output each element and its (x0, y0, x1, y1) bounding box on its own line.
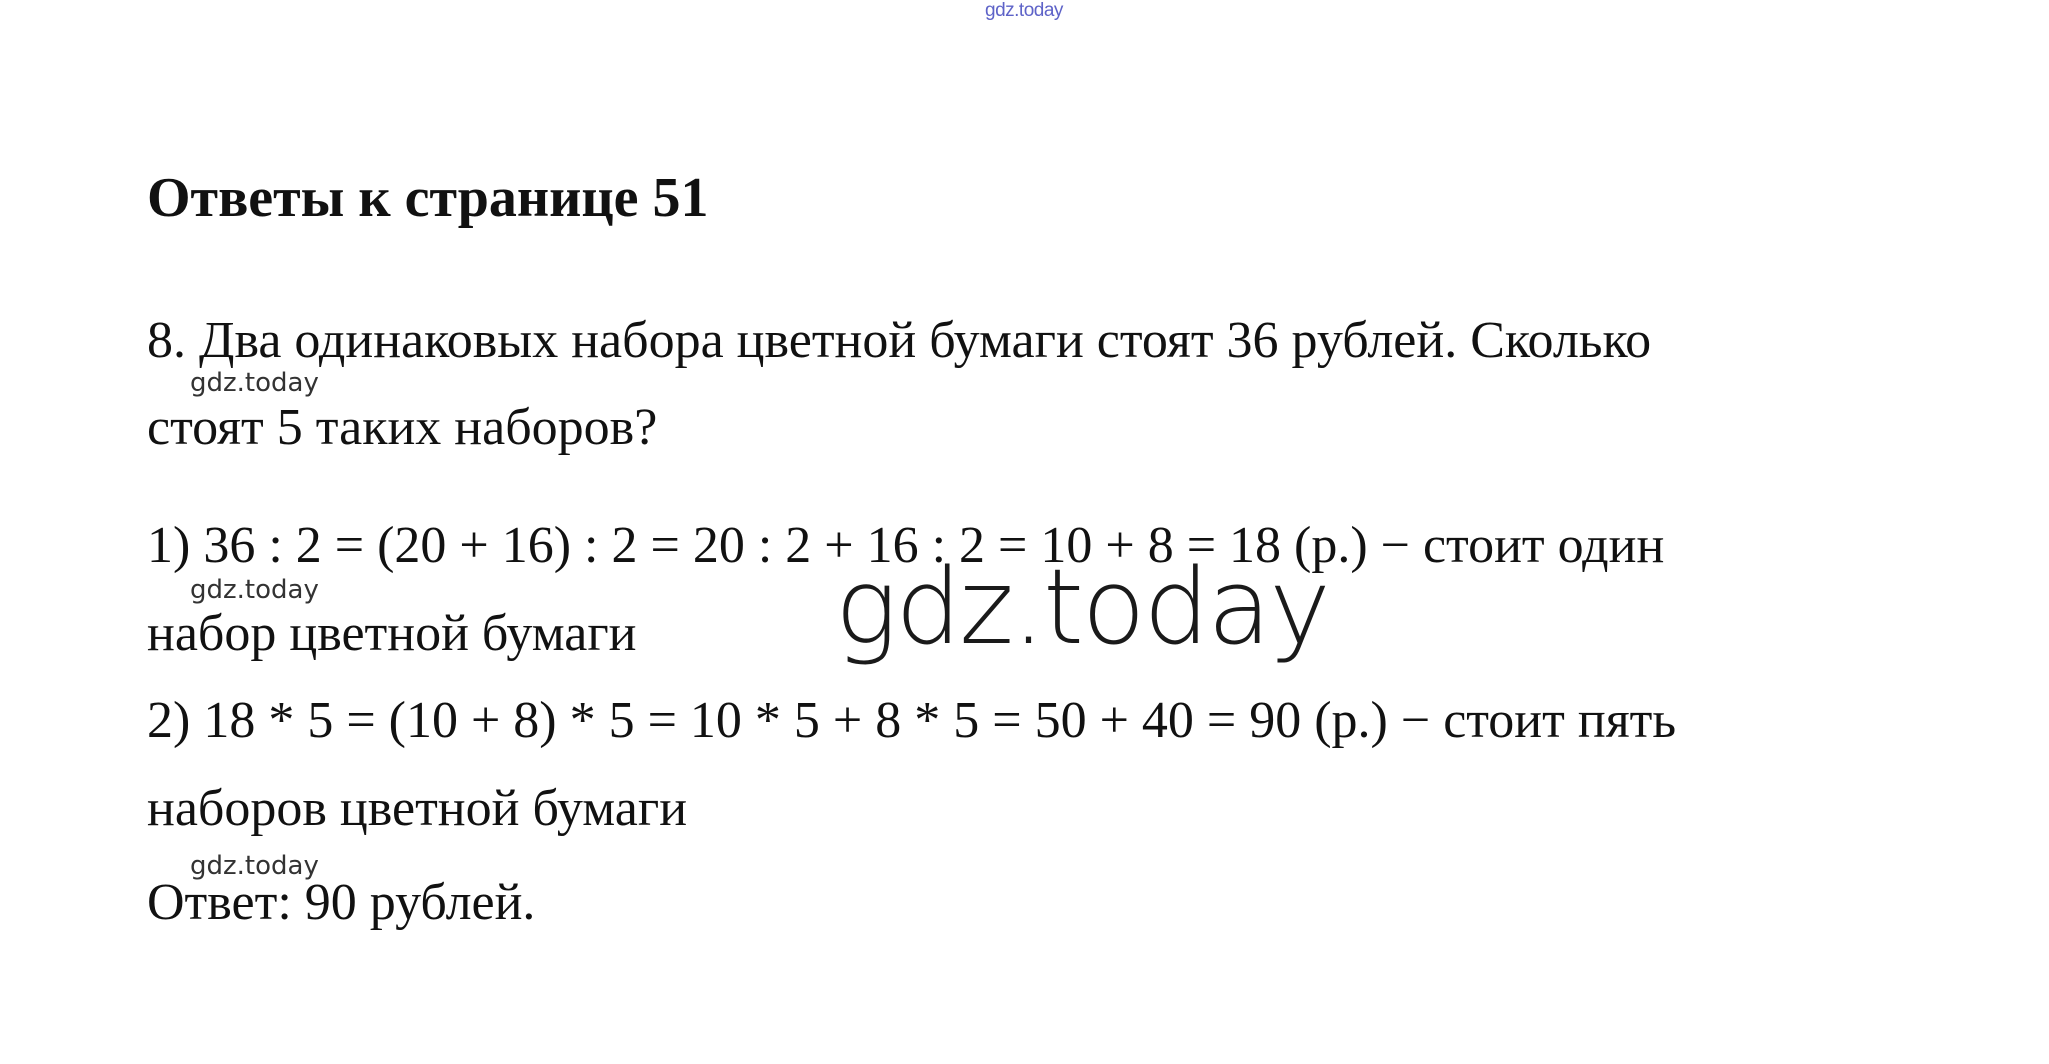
watermark-small-1: gdz.today (190, 368, 319, 398)
answer-line: Ответ: 90 рублей. (147, 874, 536, 931)
watermark-small-2: gdz.today (190, 575, 319, 605)
watermark-top: gdz.today (985, 0, 1063, 21)
solution-step1-line-1: 1) 36 : 2 = (20 + 16) : 2 = 20 : 2 + 16 : 2 = 10 + 8 = 18 (р.) − стоит один (147, 517, 1665, 574)
solution-step1-line-2: набор цветной бумаги (147, 605, 637, 662)
solution-step2-line-2: наборов цветной бумаги (147, 780, 688, 837)
task-line-2: стоят 5 таких наборов? (147, 399, 658, 456)
watermark-big: gdz.today (835, 546, 1329, 668)
page-title: Ответы к странице 51 (147, 167, 709, 229)
task-line-1: 8. Два одинаковых набора цветной бумаги стоят 36 рублей. Сколько (147, 312, 1652, 369)
solution-step2-line-1: 2) 18 * 5 = (10 + 8) * 5 = 10 * 5 + 8 * 5 = 50 + 40 = 90 (р.) − стоит пять (147, 692, 1677, 749)
watermark-small-3: gdz.today (190, 851, 319, 881)
